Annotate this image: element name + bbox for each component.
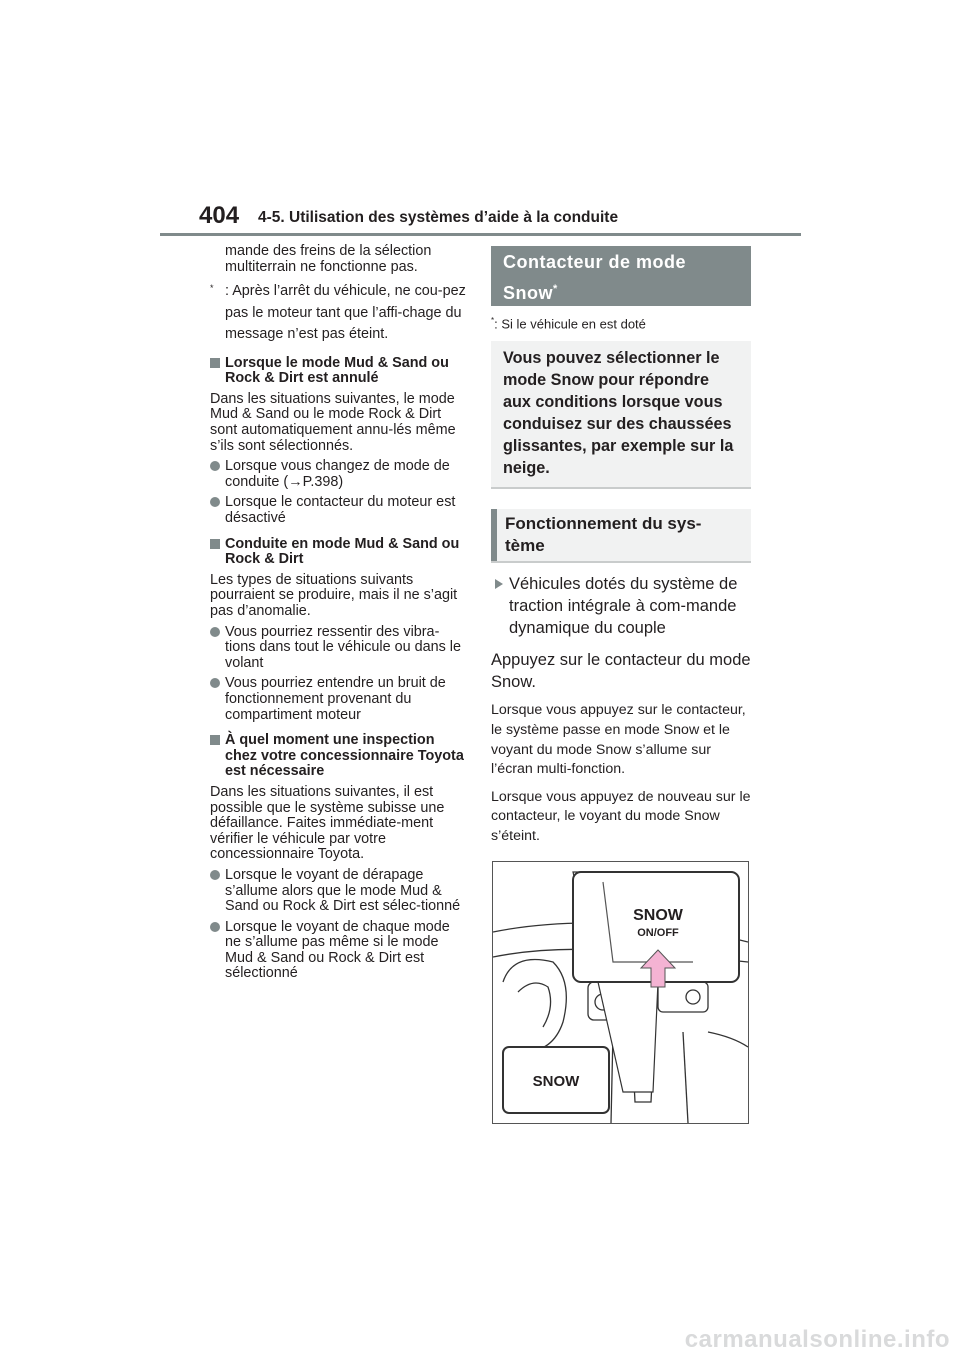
heading-asterisk: * [553, 283, 558, 295]
snow-switch-illustration [492, 861, 749, 1124]
applies-to-text: Véhicules dotés du système de traction intégrale à com-mande dynamique du couple [509, 575, 738, 638]
page-number: 404 [199, 202, 240, 229]
subheading-driving-mode [210, 537, 468, 568]
bullet-text: Lorsque le voyant de dérapage s’allume alors que le mode Mud & Sand ou Rock & Dirt est sélec-tionné [225, 866, 461, 915]
circle-bullet-icon [210, 870, 220, 880]
body-paragraph: Dans les situations suivantes, le mode Mud & Sand ou le mode Rock & Dirt sont automatiquement annu-lés même s’ils sont sélectionnés. [210, 390, 456, 454]
section-title: 4-5. Utilisation des systèmes d’aide à la conduite [258, 209, 619, 226]
callout-top-label: SNOW [633, 907, 683, 924]
footnote-mark: * [210, 283, 214, 294]
list-item [210, 459, 468, 490]
watermark: carmanualsonline.info [684, 1326, 950, 1353]
steering-wheel-outline [518, 983, 551, 1027]
continued-text: mande des freins de la sélection multiterrain ne fonctionne pas. [225, 243, 432, 275]
circle-bullet-icon [210, 627, 220, 637]
square-bullet-icon [210, 539, 220, 549]
footnote-text: : Si le véhicule en est doté [494, 316, 646, 332]
summary-box: Vous pouvez sélectionner le mode Snow pour répondre aux conditions lorsque vous conduisez sur des chaussées glissantes, par exemple sur la neige. [491, 341, 751, 489]
triangle-bullet-icon [495, 579, 503, 589]
bullet-text: Vous pourriez ressentir des vibra-tions dans tout le véhicule ou dans le volant [225, 623, 462, 671]
center-console-outline [683, 1032, 688, 1123]
bullet-text: Lorsque le voyant de chaque mode ne s’allume pas même si le mode Mud & Sand ou Rock & Dirt est sélectionné [225, 918, 450, 982]
heading-line: Snow [503, 283, 553, 303]
heading-accent-bar [491, 509, 497, 561]
subheading-text: À quel moment une inspection chez votre concessionnaire Toyota est nécessaire [225, 732, 464, 780]
bullet-text: Lorsque vous changez de mode de conduite (→P.398) [225, 458, 450, 490]
subheading-mode-cancelled [210, 356, 468, 387]
description-paragraph: Lorsque vous appuyez de nouveau sur le contacteur, le voyant du mode Snow s’éteint. [491, 788, 751, 844]
heading-line: Fonctionnement du sys- [505, 514, 702, 534]
subheading-text: Lorsque le mode Mud & Sand ou Rock & Dirt est annulé [225, 354, 449, 387]
subheading-inspection [210, 733, 468, 780]
instruction-text: Appuyez sur le contacteur du mode Snow. [491, 651, 751, 692]
knob-outline [686, 990, 700, 1004]
header-rule [160, 233, 801, 236]
dashboard-line [708, 1032, 748, 1047]
list-item [210, 676, 468, 723]
circle-bullet-icon [210, 678, 220, 688]
callout-top-sublabel: ON/OFF [637, 927, 679, 939]
heading-line: tème [505, 536, 545, 556]
list-item [210, 920, 468, 982]
body-paragraph: Dans les situations suivantes, il est possible que le système subisse une défaillance. Faites immédiate-ment vérifier le véhicule par votre concessionnaire Toyota. [210, 783, 445, 863]
circle-bullet-icon [210, 461, 220, 471]
description-paragraph: Lorsque vous appuyez sur le contacteur, le système passe en mode Snow et le voyant du mode Snow s’allume sur l’écran multi-fonction. [491, 702, 746, 778]
circle-bullet-icon [210, 922, 220, 932]
list-item [210, 625, 468, 672]
list-item [210, 495, 468, 526]
steering-wheel-outline [503, 960, 566, 1053]
body-paragraph: Les types de situations suivants pourraient se produire, mais il ne s’agit pas d’anomalie. [210, 571, 458, 619]
right-column [491, 246, 751, 846]
circle-bullet-icon [210, 497, 220, 507]
bullet-text: Lorsque le contacteur du moteur est désactivé [225, 494, 456, 527]
callout-bottom-label: SNOW [532, 1073, 580, 1090]
heading-line: Contacteur de mode [503, 252, 687, 272]
left-footnote [210, 281, 468, 346]
footnote-text: : Après l’arrêt du véhicule, ne cou-pez pas le moteur tant que l’affi-chage du message n’est pas éteint. [225, 283, 466, 343]
left-column [210, 244, 468, 982]
bullet-text: Vous pourriez entendre un bruit de fonctionnement provenant du compartiment moteur [225, 675, 446, 723]
footnote-mark: * [491, 316, 495, 325]
subheading-text: Conduite en mode Mud & Sand ou Rock & Dirt [225, 535, 460, 568]
heading-snow-switch [491, 246, 751, 306]
square-bullet-icon [210, 358, 220, 368]
heading-system-operation [491, 509, 751, 563]
list-item [210, 868, 468, 915]
applies-to-item [491, 573, 751, 639]
square-bullet-icon [210, 735, 220, 745]
right-footnote [491, 316, 751, 331]
